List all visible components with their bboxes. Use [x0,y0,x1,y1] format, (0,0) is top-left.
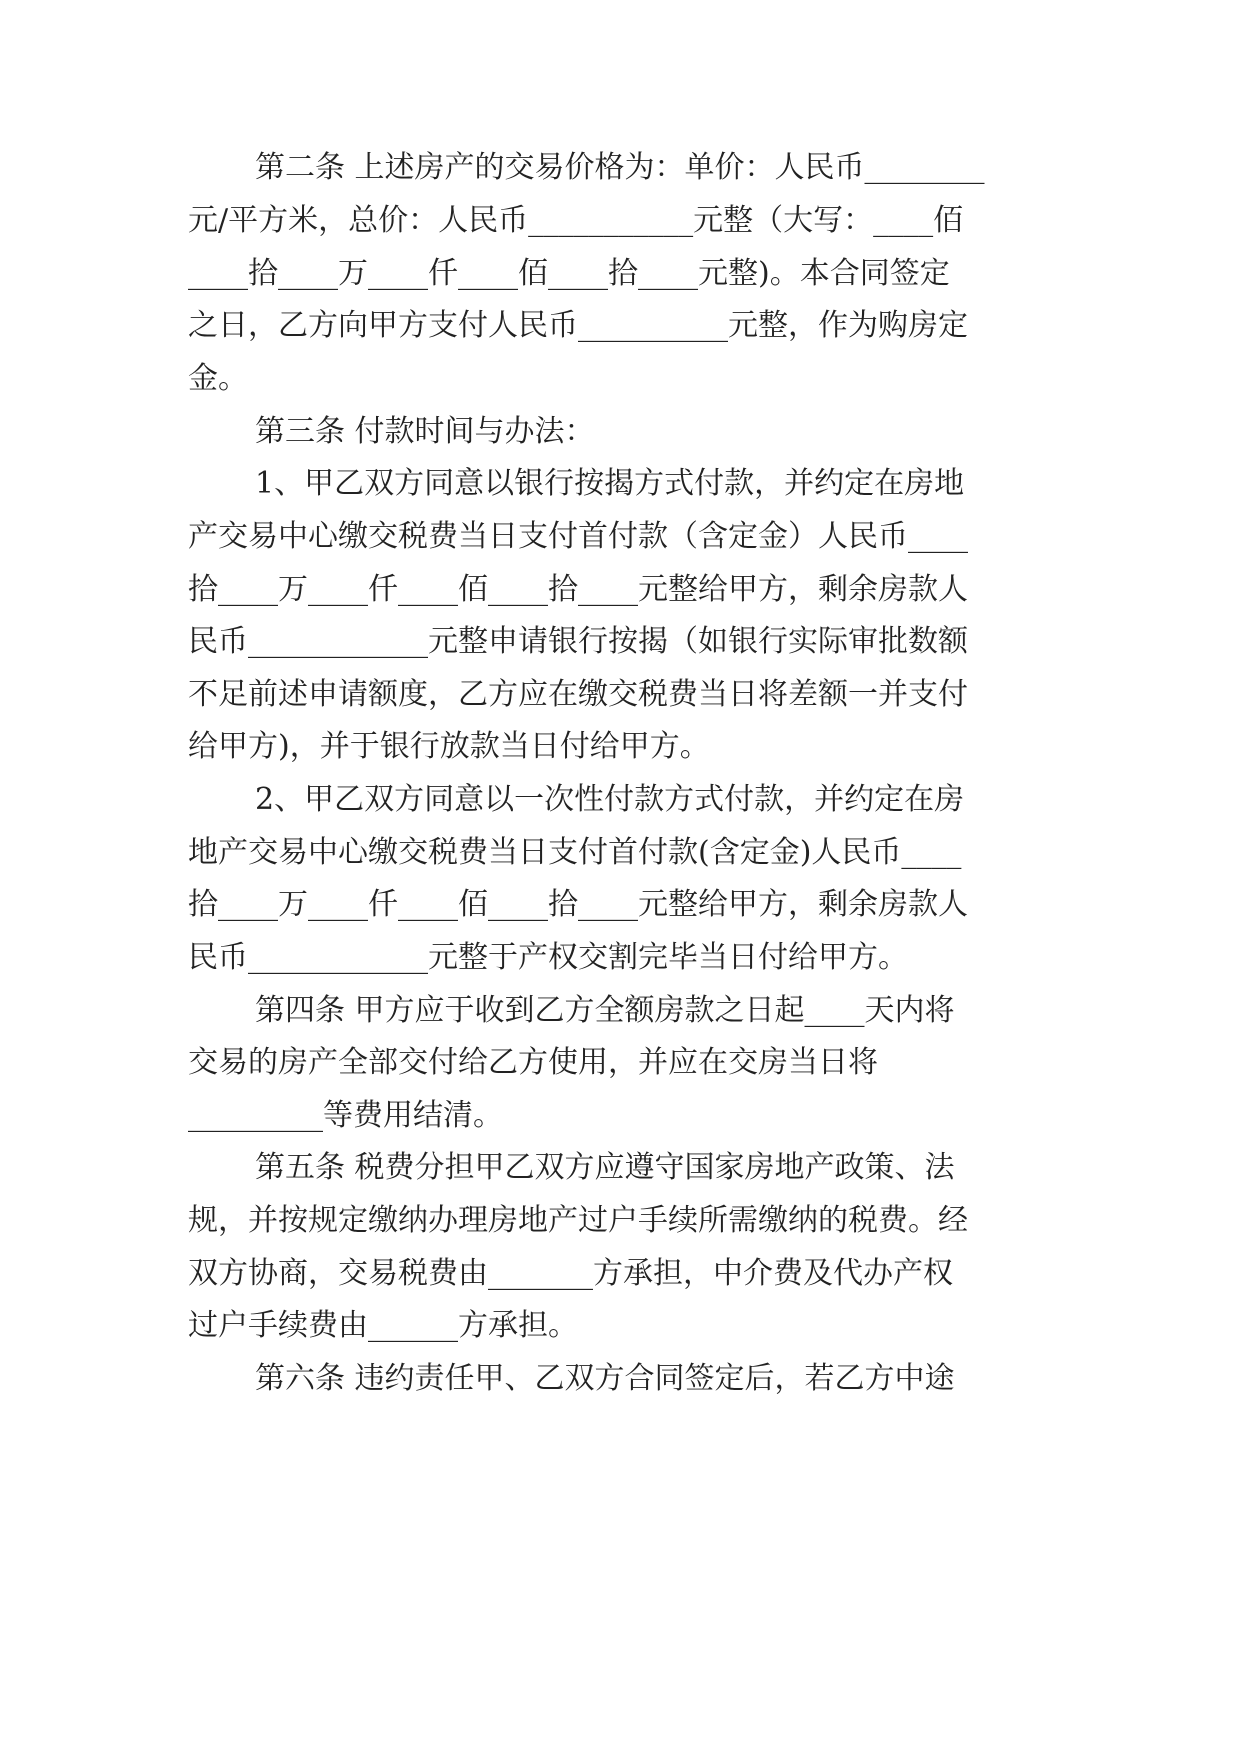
article-3-item-1-line-3: 拾____万____仟____佰____拾____元整给甲方，剩余房款人 [188,572,968,607]
article-4-line-3: _________等费用结清。 [188,1098,503,1133]
article-2-line-5: 金。 [188,361,248,396]
article-2-line-4: 之日，乙方向甲方支付人民币__________元整，作为购房定 [188,308,968,343]
article-3-item-2-line-3: 拾____万____仟____佰____拾____元整给甲方，剩余房款人 [188,887,968,922]
article-4-line-2: 交易的房产全部交付给乙方使用，并应在交房当日将 [188,1045,878,1080]
article-3-item-1-line-1: 1、甲乙双方同意以银行按揭方式付款，并约定在房地 [255,466,965,501]
article-5-line-1: 第五条 税费分担甲乙双方应遵守国家房地产政策、法 [255,1150,955,1185]
article-2-line-2: 元/平方米，总价：人民币___________元整（大写：____佰 [188,203,964,238]
article-3-heading: 第三条 付款时间与办法： [255,414,595,449]
article-5-line-2: 规，并按规定缴纳办理房地产过户手续所需缴纳的税费。经 [188,1203,968,1238]
article-5-line-4: 过户手续费由______方承担。 [188,1308,578,1343]
article-3-item-2-line-1: 2、甲乙双方同意以一次性付款方式付款，并约定在房 [255,782,965,817]
article-4-line-1: 第四条 甲方应于收到乙方全额房款之日起____天内将 [255,993,955,1028]
article-3-item-1-line-6: 给甲方)，并于银行放款当日付给甲方。 [188,729,710,764]
article-3-item-2-line-2: 地产交易中心缴交税费当日支付首付款(含定金)人民币____ [188,835,962,870]
article-6-line-1: 第六条 违约责任甲、乙双方合同签定后，若乙方中途 [255,1361,955,1396]
article-3-item-1-line-5: 不足前述申请额度，乙方应在缴交税费当日将差额一并支付 [188,677,968,712]
article-2-line-3: ____拾____万____仟____佰____拾____元整)。本合同签定 [188,256,950,291]
article-5-line-3: 双方协商，交易税费由_______方承担，中介费及代办产权 [188,1256,953,1291]
article-3-item-1-line-2: 产交易中心缴交税费当日支付首付款（含定金）人民币____ [188,519,968,554]
article-3-item-2-line-4: 民币____________元整于产权交割完毕当日付给甲方。 [188,940,908,975]
article-2-line-1: 第二条 上述房产的交易价格为：单价：人民币________ [255,150,985,185]
article-3-item-1-line-4: 民币____________元整申请银行按揭（如银行实际审批数额 [188,624,968,659]
